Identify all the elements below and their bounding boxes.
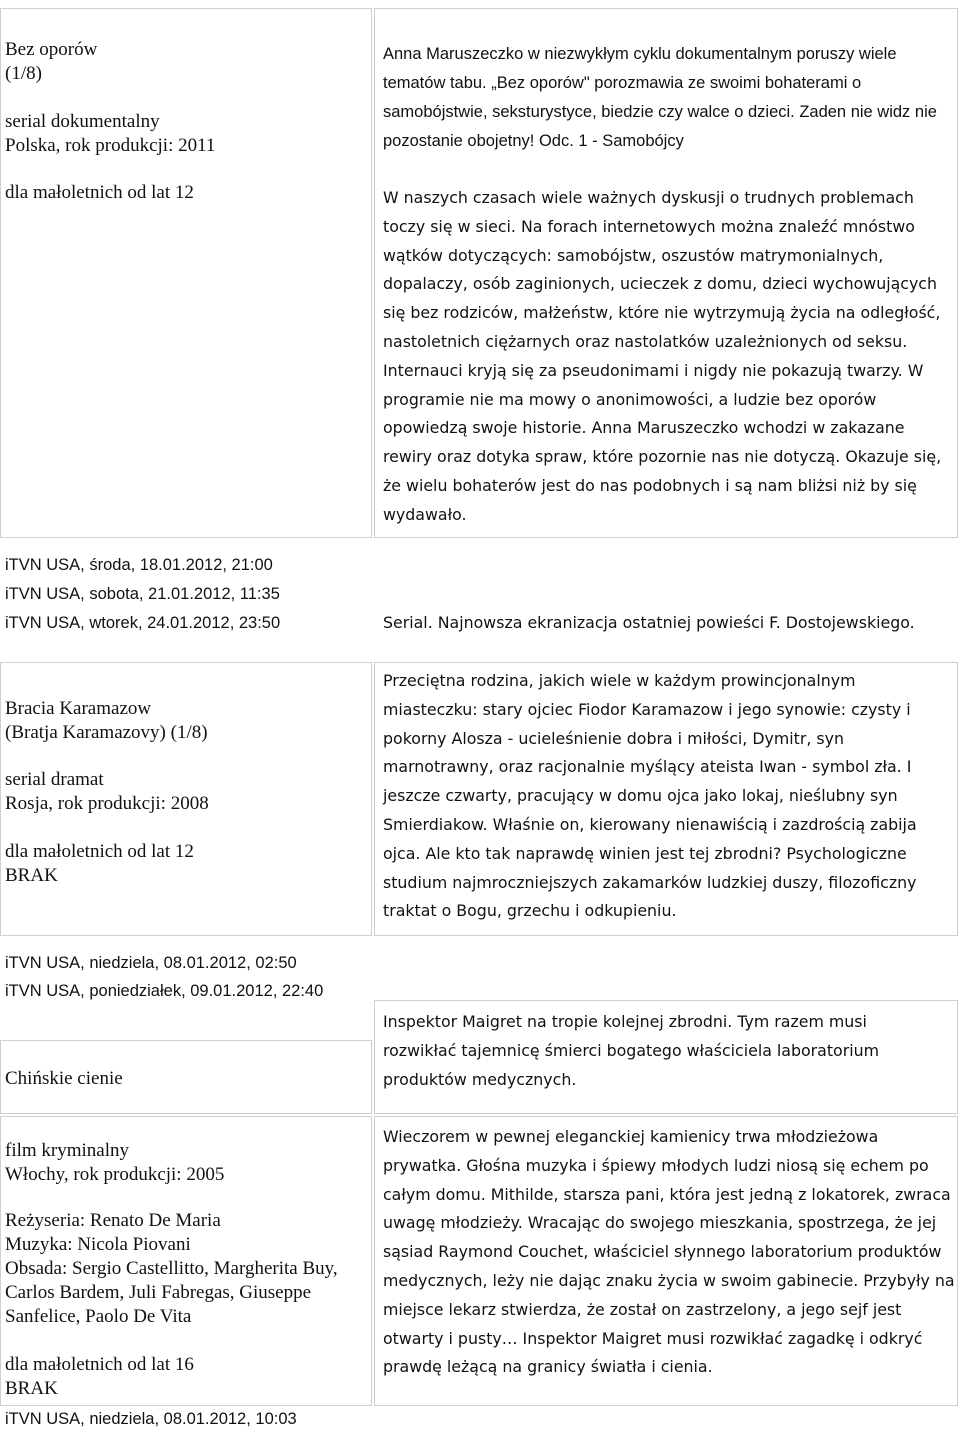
program2-lead: Serial. Najnowsza ekranizacja ostatniej powieści F. Dostojewskiego. (383, 613, 915, 632)
program3-director: Reżyseria: Renato De Maria (5, 1210, 221, 1231)
program2-schedule-1: iTVN USA, niedziela, 08.01.2012, 02:50 (5, 954, 297, 972)
program2-note: BRAK (5, 865, 58, 886)
program3-lead: Inspektor Maigret na tropie kolejnej zbrodni. Tym razem musi rozwikłać tajemnicę śmierci bogatego właściciela laboratorium produktów medycznych. (383, 1012, 879, 1089)
program1-episode: (1/8) (5, 63, 42, 84)
program1-rating: dla małoletnich od lat 12 (5, 182, 194, 203)
program3-music: Muzyka: Nicola Piovani (5, 1234, 191, 1255)
program1-schedule-3: iTVN USA, wtorek, 24.01.2012, 23:50 (5, 614, 281, 632)
program1-schedule-1: iTVN USA, środa, 18.01.2012, 21:00 (5, 556, 273, 574)
program1-schedule-2: iTVN USA, sobota, 21.01.2012, 11:35 (5, 585, 280, 603)
program2-genre: serial dramat (5, 769, 104, 790)
program2-schedule-2: iTVN USA, poniedziałek, 09.01.2012, 22:40 (5, 982, 324, 1000)
program3-rating: dla małoletnich od lat 16 (5, 1354, 194, 1375)
program1-genre: serial dokumentalny (5, 111, 160, 132)
program2-rating: dla małoletnich od lat 12 (5, 841, 194, 862)
program3-origin: Włochy, rok produkcji: 2005 (5, 1164, 225, 1185)
program2-origin: Rosja, rok produkcji: 2008 (5, 793, 209, 814)
program2-original-title: (Bratja Karamazovy) (1/8) (5, 722, 208, 743)
program3-schedule-1: iTVN USA, niedziela, 08.01.2012, 10:03 (5, 1410, 297, 1428)
program1-description-intro: Anna Maruszeczko w niezwykłym cyklu dokumentalnym poruszy wiele tematów tabu. „Bez oporów" porozmawia ze swoimi bohaterami o samobójstwie, seksturystyce, biedzie czy walce o dzieci. Zaden nie widz nie pozostanie obojetny! Odc. 1 - Samobójcy (383, 45, 937, 150)
program2-title: Bracia Karamazow (5, 698, 152, 719)
program1-origin: Polska, rok produkcji: 2011 (5, 135, 216, 156)
program3-genre: film kryminalny (5, 1140, 130, 1161)
program3-note: BRAK (5, 1378, 58, 1399)
program3-title: Chińskie cienie (5, 1068, 123, 1089)
program1-info-cell (0, 8, 372, 538)
program2-description: Przeciętna rodzina, jakich wiele w każdym prowincjonalnym miasteczku: stary ojciec Fiodor Karamazow i jego synowie: czysty i pokorny Alosza - ucieleśnienie dobra i miłości, Dymitr, syn marnotrawny, oraz racjonalnie myślący ateista Iwan - symbol zła. I jeszcze czwarty, pracujący w domu ojca jako lokaj, nieślubny syn Smierdiakow. Właśnie on, kierowany nienawiścią i zazdrością zabija ojca. Ale kto tak naprawdę winien jest tej zbrodni? Psychologiczne studium najmroczniejszych zakamarków ludzkiej duszy, filozoficzny traktat o Bogu, grzechu i odkupieniu. (383, 671, 917, 921)
program1-title: Bez oporów (5, 39, 98, 60)
program1-description-main: W naszych czasach wiele ważnych dyskusji o trudnych problemach toczy się w sieci. Na forach internetowych można znaleźć mnóstwo wątków dotyczących: samobójstw, oszustów matrymonialnych, dopalaczy, osób zaginionych, ucieczek z domu, dzieci wychowujących się bez rodziców, małżeństw, które nie wytrzymują życia na odległość, nastoletnich ciężarnych oraz nastolatków uzależnionych od seksu. Internauci kryją się za pseudonimami i nigdy nie pokazują twarzy. W programie nie ma mowy o anonimowości, a ludzie bez oporów opowiedzą swoje historie. Anna Maruszeczko wchodzi w zakazane rewiry oraz dotyka spraw, które pozornie nas nie dotyczą. Okazuje się, że wielu bohaterów jest do nas podobnych i są nam bliżsi niż by się wydawało. (383, 188, 942, 524)
program3-cast: Obsada: Sergio Castellitto, Margherita Buy, Carlos Bardem, Juli Fabregas, Giuseppe Sanfelice, Paolo De Vita (5, 1258, 338, 1327)
program3-description: Wieczorem w pewnej eleganckiej kamienicy trwa młodzieżowa prywatka. Głośna muzyka i śpiewy młodych ludzi niosą się echem po całym domu. Mithilde, starsza pani, która jest jedną z lokatorek, zwraca uwagę młodzieży. Wracając do swojego mieszkania, spostrzega, że jej sąsiad Raymond Couchet, właściciel słynnego laboratorium produktów medycznych, leży nie dając znaku życia w swoim gabinecie. Przybyły na miejsce lekarz stwierdza, że został on zastrzelony, a jego sejf jest otwarty i pusty… Inspektor Maigret musi rozwikłać zagadkę i odkryć prawdę leżącą na granicy światła i cienia. (383, 1127, 955, 1377)
